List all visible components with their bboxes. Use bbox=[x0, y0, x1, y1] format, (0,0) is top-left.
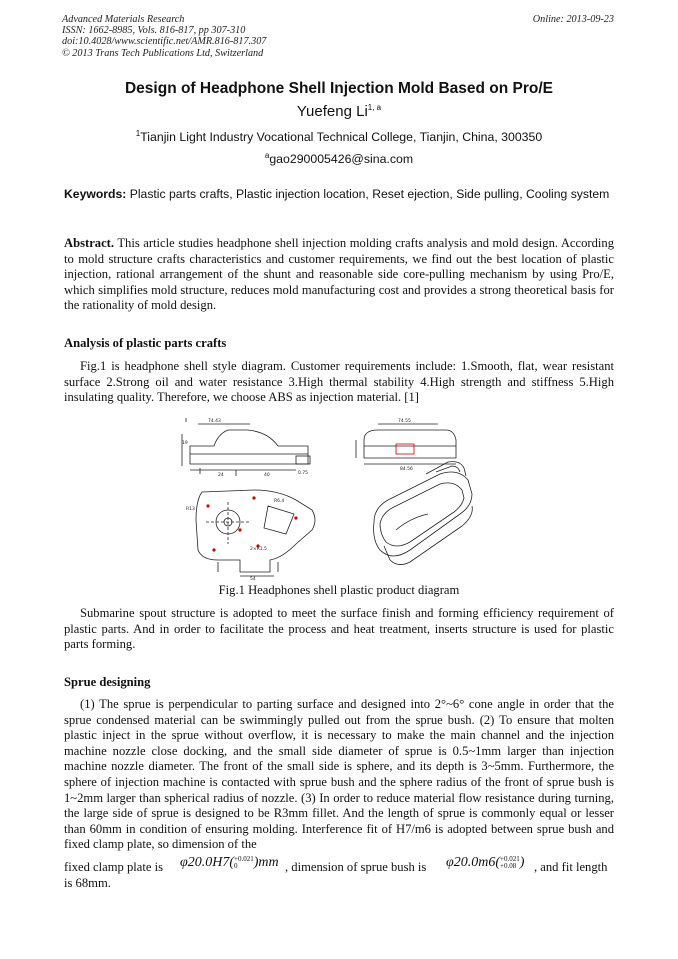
eq2-base: φ20.0m6( bbox=[446, 855, 501, 870]
dim-label: 19 bbox=[182, 441, 188, 446]
keywords bbox=[64, 187, 614, 202]
eq1-limits bbox=[234, 856, 254, 870]
email-address: gao290005426@sina.com bbox=[269, 152, 414, 166]
affiliation bbox=[0, 130, 678, 144]
dim-label: 0.75 bbox=[298, 471, 309, 476]
eq1-upper: +0.021 bbox=[234, 854, 254, 863]
eq-text-3: , and fit length bbox=[534, 860, 608, 874]
dim-label: 84.56 bbox=[400, 467, 413, 472]
keywords-label: Keywords: bbox=[64, 187, 127, 201]
journal-header bbox=[62, 14, 266, 59]
section-heading-sprue: Sprue designing bbox=[64, 675, 151, 689]
equation-line bbox=[64, 852, 614, 874]
section-heading-crafts: Analysis of plastic parts crafts bbox=[64, 336, 227, 350]
headphone-shell-figure bbox=[178, 410, 498, 580]
eq1-unit: )mm bbox=[253, 855, 279, 870]
side-view-left bbox=[182, 418, 310, 476]
crafts-paragraph-1: Fig.1 is headphone shell style diagram. Customer requirements include: 1.Smooth, flat, wear resistant surface 2.Strong oil and water resistance 3.High thermal stability 4.High strength and stiffness 5.High insulating quality. Therefore, we choose ABS as injection material. [1] bbox=[64, 359, 614, 405]
plan-view bbox=[196, 490, 315, 576]
email-line bbox=[0, 152, 678, 166]
abstract bbox=[64, 236, 614, 314]
issn-line: ISSN: 1662-8985, Vols. 816-817, pp 307-310 bbox=[62, 25, 246, 37]
dim-label: 54 bbox=[250, 577, 256, 580]
affiliation-sup: 1 bbox=[135, 128, 141, 138]
dim-label: 24 bbox=[218, 473, 224, 478]
sprue-paragraph: (1) The sprue is perpendicular to parting surface and designed into 2°~6° cone angle in order that the sprue condensed material can be swimmingly pulled out from the sprue bush. (2) To ensure that molten plastic inject in the sprue without overflow, it is necessary to make the main channel and the injection machine nozzle close docking, and the small side diameter of sprue is 0.5~1mm larger than injection machine nozzle diameter. The front of the small side is sphere, and its depth is 3~5mm. Furthermore, the sphere of injection machine is contacted with sprue bush and the sphere radius of the front of sprue bush is 1~2mm larger than spherical radius of nozzle. (3) In order to reduce material flow resistance during turning, the large side of sprue is designed to be R3mm fillet. And the length of sprue is commonly equal or lesser than 60mm in condition of ensuring molding. Interference fit of H7/m6 is adopted between sprue bush and fixed clamp plate, so dimension of the bbox=[64, 697, 614, 852]
side-view-right bbox=[356, 424, 456, 464]
eq2-limits bbox=[500, 856, 520, 870]
eq2-upper: +0.021 bbox=[500, 854, 520, 863]
dim-label: R6.4 bbox=[274, 499, 285, 504]
figure-caption: Fig.1 Headphones shell plastic product diagram bbox=[218, 583, 460, 597]
eq1-lower: 0 bbox=[234, 861, 238, 870]
author-line bbox=[0, 103, 678, 120]
clamp-plate-dimension bbox=[180, 855, 279, 871]
doi-line: doi:10.4028/www.scientific.net/AMR.816-817.307 bbox=[62, 36, 267, 48]
keywords-text: Plastic parts crafts, Plastic injection location, Reset ejection, Side pulling, Cooling system bbox=[129, 187, 610, 201]
abstract-text: This article studies headphone shell injection molding crafts analysis and mold design. According to mold structure crafts characteristics and customer requirements, we find out the best location of plastic injection, rational arrangement of the shunt and reasonable side core-pulling mechanism by using Pro/E, which simplifies mold structure, reduces mold manufacturing cost and provides a strong theoretical basis for the rationality of mold design. bbox=[64, 236, 614, 313]
dim-label: 74.55 bbox=[398, 419, 411, 424]
dim-label: R13 bbox=[186, 507, 195, 512]
eq-text-2: , dimension of sprue bush is bbox=[285, 860, 427, 874]
author-sup: 1, a bbox=[367, 103, 382, 112]
copyright-line: © 2013 Trans Tech Publications Ltd, Switzerland bbox=[62, 47, 264, 59]
dim-label: 2×R1.5 bbox=[250, 547, 267, 552]
eq2-close: ) bbox=[519, 855, 525, 870]
sprue-bush-dimension bbox=[446, 855, 524, 871]
dim-label: 40 bbox=[264, 473, 270, 478]
online-date: Online: 2013-09-23 bbox=[532, 14, 614, 25]
crafts-paragraph-2: Submarine spout structure is adopted to meet the surface finish and forming efficiency requirement of plastic parts. And in order to facilitate the process and heat treatment, inserts structure is used for plastic parts forming. bbox=[64, 606, 614, 652]
abstract-label: Abstract. bbox=[64, 236, 115, 250]
paper-title: Design of Headphone Shell Injection Mold Based on Pro/E bbox=[124, 80, 553, 97]
dim-label: 74.43 bbox=[208, 419, 221, 424]
eq-text-1: fixed clamp plate is bbox=[64, 860, 163, 874]
plan-view-markers bbox=[206, 496, 297, 551]
affiliation-text: Tianjin Light Industry Vocational Technical College, Tianjin, China, 300350 bbox=[140, 130, 543, 144]
isometric-view bbox=[374, 462, 473, 565]
eq2-lower: +0.08 bbox=[500, 861, 517, 870]
eq1-base: φ20.0H7( bbox=[180, 855, 235, 870]
author-name: Yuefeng Li bbox=[296, 103, 368, 120]
last-line: is 68mm. bbox=[64, 876, 111, 890]
journal-name: Advanced Materials Research bbox=[62, 14, 185, 25]
email-sup: a bbox=[264, 150, 270, 160]
